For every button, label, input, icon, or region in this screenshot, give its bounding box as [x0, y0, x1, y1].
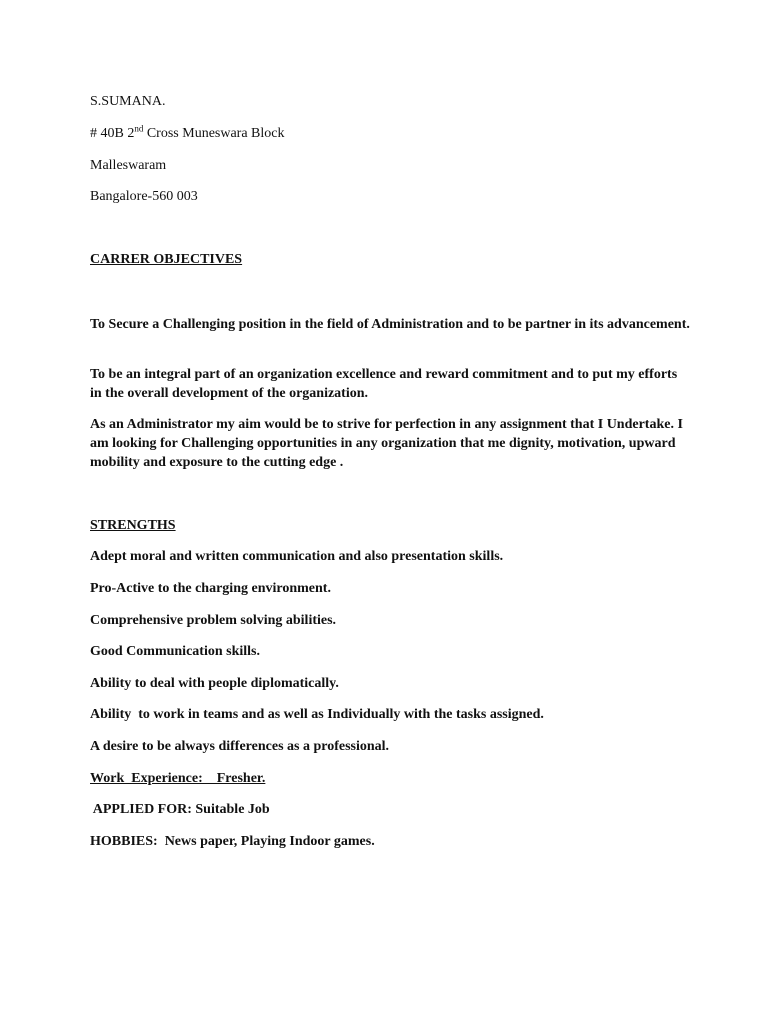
objectives-heading: CARRER OBJECTIVES: [90, 252, 243, 267]
strength-item: Ability to deal with people diplomatically.: [90, 676, 339, 691]
applied-for-value: Suitable Job: [191, 802, 270, 817]
applicant-name: S.SUMANA.: [90, 94, 166, 109]
applied-for-label: APPLIED FOR:: [90, 802, 192, 817]
address-ordinal: nd: [134, 123, 144, 134]
applied-for-line: [90, 801, 270, 819]
address-prefix: # 40B 2: [90, 126, 135, 141]
strength-item: Ability to work in teams and as well as Individually with the tasks assigned.: [90, 707, 544, 722]
objective-paragraph-1: To Secure a Challenging position in the field of Administration and to be partner in its advancement.: [90, 317, 690, 332]
strength-item: Pro-Active to the charging environment.: [90, 581, 331, 596]
hobbies: HOBBIES: News paper, Playing Indoor games.: [90, 834, 375, 849]
address-suffix: Cross Muneswara Block: [143, 126, 285, 141]
address-city: Bangalore-560 003: [90, 189, 198, 204]
address-line: [90, 125, 285, 143]
work-experience: Work Experience: Fresher.: [90, 771, 266, 786]
strength-item: Comprehensive problem solving abilities.: [90, 613, 337, 628]
address-locality: Malleswaram: [90, 158, 167, 173]
objective-paragraph-2: To be an integral part of an organization excellence and reward commitment and to put my efforts in the overall development of the organization.: [90, 367, 678, 401]
strengths-heading: STRENGTHS: [90, 518, 176, 533]
strength-item: Adept moral and written communication and also presentation skills.: [90, 549, 504, 564]
strength-item: A desire to be always differences as a professional.: [90, 739, 390, 754]
strength-item: Good Communication skills.: [90, 644, 260, 659]
objective-paragraph-3: As an Administrator my aim would be to strive for perfection in any assignment that I Undertake. I am looking for Challenging opportunities in any organization that me dignity, motivation, upward mobility and exposure to the cutting edge .: [90, 417, 683, 470]
